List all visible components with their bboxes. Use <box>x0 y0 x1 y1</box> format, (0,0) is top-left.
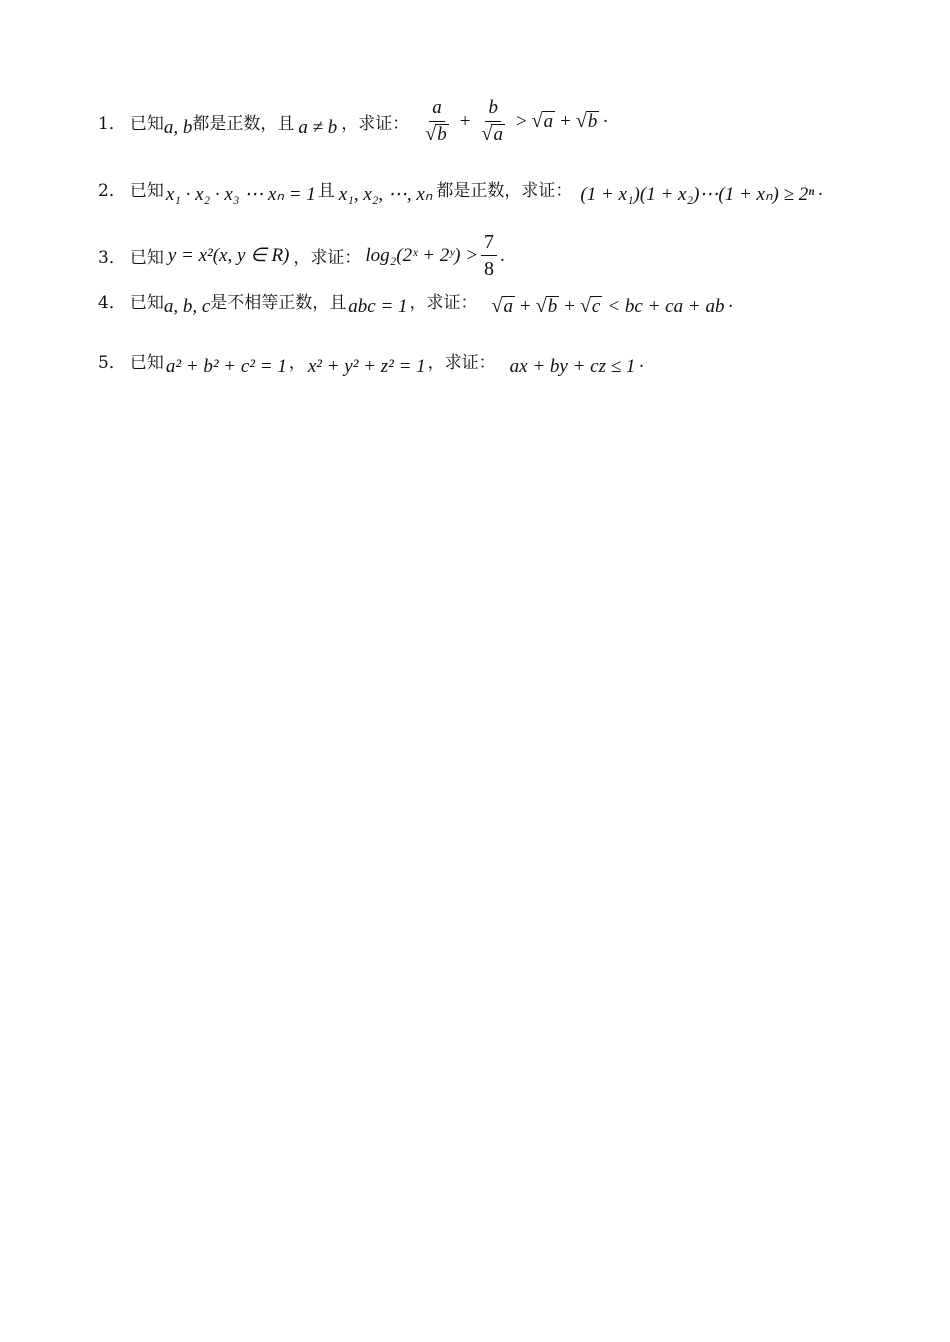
numerator: a <box>429 96 445 122</box>
text: ，求证： <box>427 353 496 373</box>
math-claim: ax + by + cz ≤ 1 <box>509 355 636 377</box>
numerator: 7 <box>481 230 497 256</box>
problem-number: 3． <box>98 248 126 268</box>
sqrt-b: √ b <box>575 110 598 132</box>
numerator: b <box>485 96 501 122</box>
problem-number: 4． <box>98 293 126 313</box>
text: 已知 <box>129 181 164 201</box>
radicand: a <box>493 124 503 145</box>
math-condition-2: x² + y² + z² = 1 <box>307 355 426 377</box>
sqrt-a: √ a <box>531 110 554 132</box>
math-vars: a, b, c <box>163 295 211 317</box>
math-condition: abc = 1 <box>348 295 408 317</box>
fraction-7-over-8 <box>481 230 497 281</box>
radicand: b <box>437 124 447 145</box>
fraction-a-over-sqrt-b: a √ b <box>425 97 447 145</box>
sqrt-b: √ b <box>535 295 558 317</box>
sqrt-a: √ a <box>491 295 514 317</box>
text: 是不相等正数，且 <box>210 293 347 313</box>
math-vars: a, b <box>163 116 193 138</box>
problem-number: 1． <box>98 114 126 134</box>
text: 已知 <box>129 293 164 313</box>
text: 且 <box>317 181 335 201</box>
problem-3: 3． 已知 y = x²(x, y ∈ R) ，求证： log₂(2ˣ + 2ʸ) > $\frac{7}{8}$ . <box>98 231 505 280</box>
problem-number: 5． <box>98 353 126 373</box>
text: 都是正数，且 <box>192 114 295 134</box>
math-claim: log₂(2ˣ + 2ʸ) > <box>365 244 479 266</box>
math-rhs: < bc + ca + ab <box>607 295 725 317</box>
math-claim: √ a + √ b + √ c < bc + ca + ab · <box>491 295 734 317</box>
sqrt-c: √ c <box>579 295 601 317</box>
problem-2: 2． 已知 x₁ · x₂ · x₃ ⋯ xₙ = 1 且 x₁, x₂, ⋯, xₙ 都是正数，求证： (1 + x₁)(1 + x₂)⋯(1 + xₙ) ≥ 2ⁿ · <box>98 176 824 201</box>
problem-number: 2． <box>98 181 126 201</box>
math-condition: a ≠ b <box>298 116 338 138</box>
fraction-b-over-sqrt-a: b √ a <box>481 97 503 145</box>
problem-1 <box>98 96 609 147</box>
text: 已知 <box>129 114 164 134</box>
math-vars: x₁, x₂, ⋯, xₙ <box>338 184 433 205</box>
problem-4 <box>98 288 734 317</box>
text: 已知 <box>129 353 164 373</box>
math-condition: x₁ · x₂ · x₃ ⋯ xₙ = 1 <box>165 184 316 205</box>
denominator: 8 <box>484 258 495 280</box>
text: 已知 <box>129 248 164 268</box>
text: ，求证： <box>341 114 410 134</box>
math-condition-1: a² + b² + c² = 1 <box>165 355 287 377</box>
problem-5: 5． 已知 a² + b² + c² = 1 ， x² + y² + z² = 1 ，求证： ax + by + cz ≤ 1 · <box>98 348 645 373</box>
text: ，求证： <box>293 248 362 268</box>
text: ， <box>288 353 306 373</box>
text: 都是正数，求证： <box>436 181 573 201</box>
text: ，求证： <box>409 293 478 313</box>
math-claim: a √ b + b √ a > √ a + √ b · <box>419 96 608 147</box>
math-condition: y = x²(x, y ∈ R) <box>167 245 290 266</box>
math-claim: (1 + x₁)(1 + x₂)⋯(1 + xₙ) ≥ 2ⁿ <box>580 184 815 205</box>
